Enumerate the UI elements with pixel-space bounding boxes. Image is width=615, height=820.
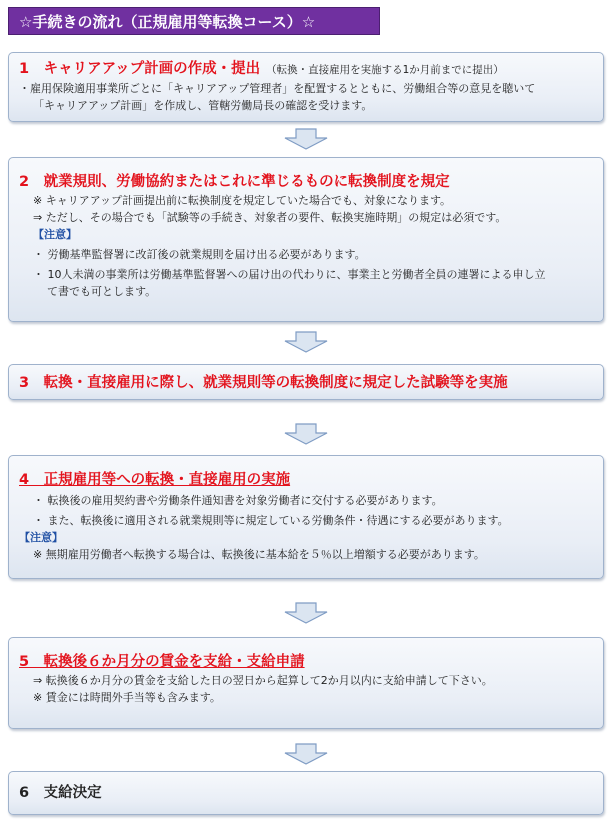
step-2-caution-label: 【注意】	[33, 228, 77, 241]
step-3-box	[8, 364, 604, 400]
step-4-caution-label: 【注意】	[19, 531, 63, 544]
step-3-title: 3 転換・直接雇用に際し、就業規則等の転換制度に規定した試験等を実施	[19, 375, 508, 391]
step-1-deadline-note: （転換・直接雇用を実施する1か月前までに提出）	[266, 64, 504, 76]
step-2-title: 2 就業規則、労働協約またはこれに準じるものに転換制度を規定	[19, 174, 450, 190]
step-1-line-2: 「キャリアアップ計画」を作成し、管轄労働局長の確認を受けます。	[33, 99, 373, 112]
step-5-box	[8, 637, 604, 729]
step-5-title: 5 転換後６か月分の賃金を支給・支給申請	[19, 654, 305, 670]
step-4-line-1: ・ 転換後の雇用契約書や労働条件通知書を対象労働者に交付する必要があります。	[33, 494, 443, 507]
arrow-down-icon	[283, 423, 329, 445]
arrow-down-icon	[283, 128, 329, 150]
step-6-box	[8, 771, 604, 815]
step-4-caution-1: ※ 無期雇用労働者へ転換する場合は、転換後に基本給を５％以上増額する必要があります。	[33, 548, 485, 561]
step-1-title-row	[19, 59, 593, 80]
step-4-title: 4 正規雇用等への転換・直接雇用の実施	[19, 472, 291, 488]
step-5-line-2: ※ 賃金には時間外手当等も含みます。	[33, 691, 221, 704]
step-2-caution-3: て書でも可とします。	[47, 285, 157, 298]
step-2-line-2: ⇒ ただし、その場合でも「試験等の手続き、対象者の要件、転換実施時期」の規定は必須です。	[33, 211, 507, 224]
step-6-title: 6 支給決定	[19, 785, 102, 801]
step-1-line-1: ・雇用保険適用事業所ごとに「キャリアアップ管理者」を配置するとともに、労働組合等の意見を聴いて	[19, 82, 536, 95]
arrow-down-icon	[283, 743, 329, 765]
step-4-line-2: ・ また、転換後に適用される就業規則等に規定している労働条件・待遇にする必要があります。	[33, 514, 509, 527]
step-4-box	[8, 455, 604, 579]
arrow-down-icon	[283, 602, 329, 624]
step-2-caution-1: ・ 労働基準監督署に改訂後の就業規則を届け出る必要があります。	[33, 248, 366, 261]
step-1-box	[8, 52, 604, 122]
step-2-line-1: ※ キャリアアップ計画提出前に転換制度を規定していた場合でも、対象になります。	[33, 194, 452, 207]
step-5-line-1: ⇒ 転換後６か月分の賃金を支給した日の翌日から起算して2か月以内に支給申請して下さい。	[33, 674, 493, 687]
step-2-box	[8, 157, 604, 322]
arrow-down-icon	[283, 331, 329, 353]
step-2-caution-2: ・ 10人未満の事業所は労働基準監督署への届け出の代わりに、事業主と労働者全員の連署による申し立	[33, 268, 546, 281]
step-1-title: 1 キャリアアップ計画の作成・提出	[19, 61, 261, 77]
page-title: ☆手続きの流れ（正規雇用等転換コース）☆	[8, 7, 380, 35]
